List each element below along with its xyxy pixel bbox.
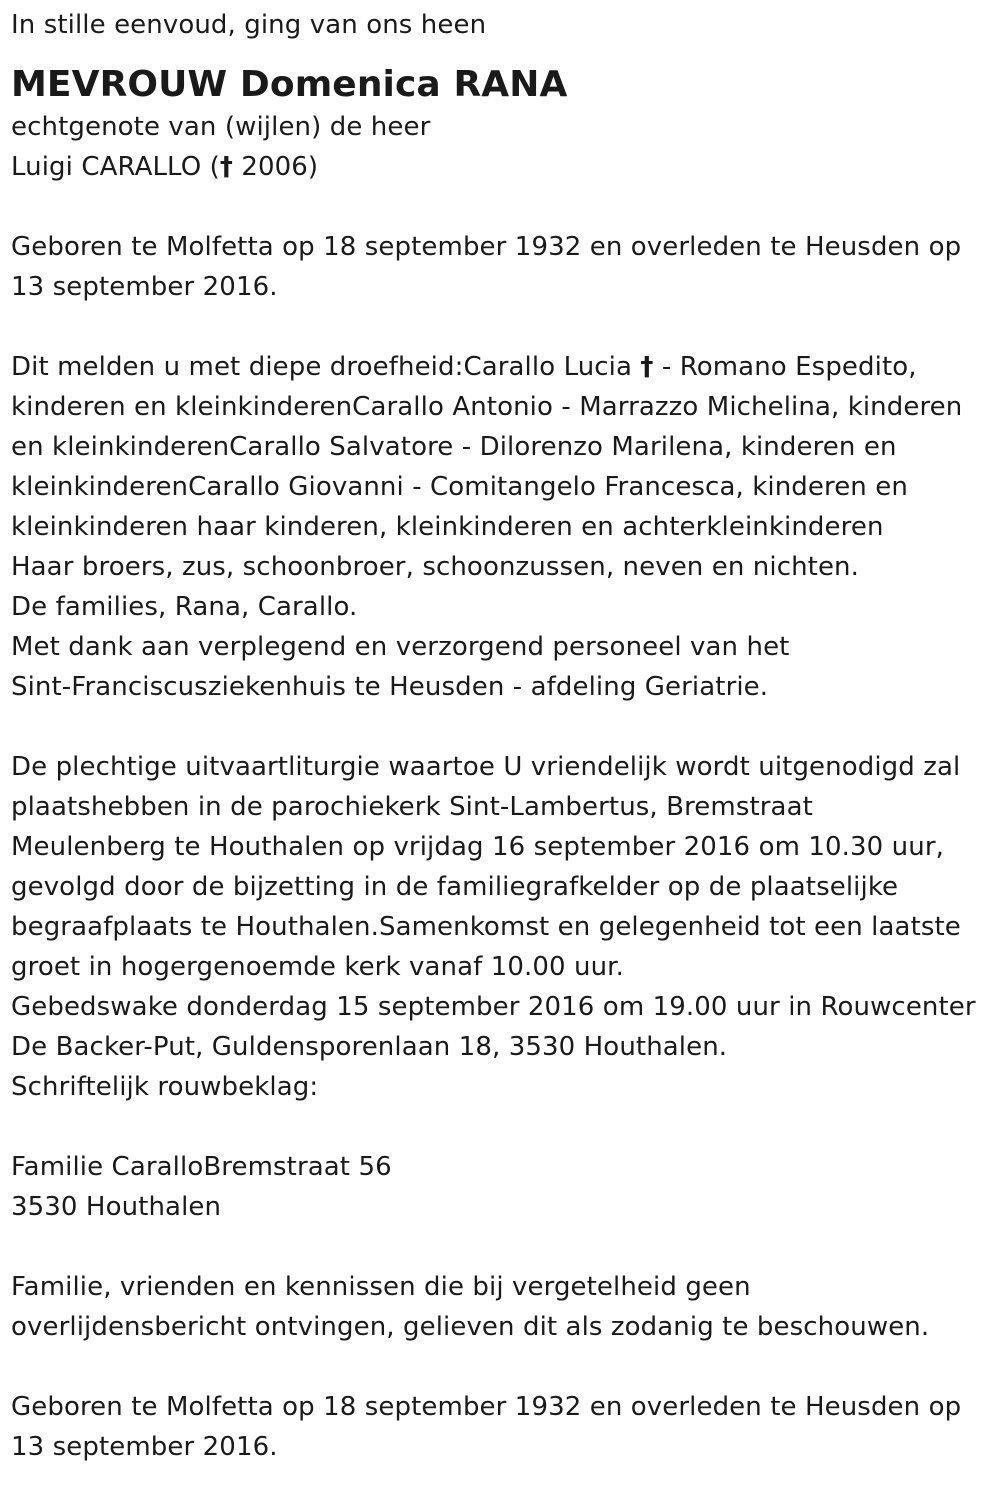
cross-icon: † [219,152,233,182]
spacer [11,707,986,747]
family-line: Haar broers, zus, schoonbroer, schoonzussen, neven en nichten. [11,552,860,582]
spacer [11,187,986,227]
family-line: kinderen en kleinkinderenCarallo Antonio - Marrazzo Michelina, kinderen [11,392,963,422]
spouse-name-line [11,147,986,187]
cross-icon: † [640,352,654,382]
thanks-line: Met dank aan verplegend en verzorgend personeel van het [11,632,790,662]
vigil-line: Gebedswake donderdag 15 september 2016 om 19.00 uur in Rouwcenter [11,992,976,1022]
spacer [11,1347,986,1387]
deceased-name: MEVROUW Domenica RANA [11,64,568,105]
condolence-heading: Schriftelijk rouwbeklag: [11,1072,319,1102]
family-line-text: Dit melden u met diepe droefheid:Carallo Lucia [11,352,641,382]
funeral-line: begraafplaats te Houthalen.Samenkomst en gelegenheid tot een laatste [11,912,961,942]
death-notice [11,5,986,1467]
birth-death-line: 13 september 2016. [11,1432,278,1462]
birth-death-line: Geboren te Molfetta op 18 september 1932 en overleden te Heusden op [11,232,962,262]
vigil-line: De Backer-Put, Guldensporenlaan 18, 3530 Houthalen. [11,1032,728,1062]
funeral-line: gevolgd door de bijzetting in de familiegrafkelder op de plaatselijke [11,872,899,902]
spacer [11,307,986,347]
family-line: kleinkinderen haar kinderen, kleinkinderen en achterkleinkinderen [11,512,884,542]
closing-line: overlijdensbericht ontvingen, gelieven dit als zodanig te beschouwen. [11,1312,930,1342]
spacer [11,1227,986,1267]
family-line-text: - Romano Espedito, [653,352,917,382]
funeral-line: groet in hogergenoemde kerk vanaf 10.00 uur. [11,952,624,982]
family-line: kleinkinderenCarallo Giovanni - Comitangelo Francesca, kinderen en [11,472,908,502]
spouse-line: echtgenote van (wijlen) de heer [11,112,431,142]
family-line: De families, Rana, Carallo. [11,592,358,622]
family-line: en kleinkinderenCarallo Salvatore - Dilorenzo Marilena, kinderen en [11,432,897,462]
funeral-line: plaatshebben in de parochiekerk Sint-Lambertus, Bremstraat [11,792,813,822]
address-line: 3530 Houthalen [11,1192,222,1222]
birth-death-line: Geboren te Molfetta op 18 september 1932 en overleden te Heusden op [11,1392,962,1422]
spacer [11,1107,986,1147]
closing-line: Familie, vrienden en kennissen die bij vergetelheid geen [11,1272,751,1302]
birth-death-line: 13 september 2016. [11,272,278,302]
thanks-line: Sint-Franciscusziekenhuis te Heusden - afdeling Geriatrie. [11,672,769,702]
funeral-line: De plechtige uitvaartliturgie waartoe U vriendelijk wordt uitgenodigd zal [11,752,961,782]
spouse-death-year: 2006) [233,152,319,182]
address-line: Familie CaralloBremstraat 56 [11,1152,392,1182]
funeral-line: Meulenberg te Houthalen op vrijdag 16 september 2016 om 10.30 uur, [11,832,944,862]
family-line [11,347,986,387]
spouse-name: Luigi CARALLO ( [11,152,220,182]
intro-line: In stille eenvoud, ging van ons heen [11,10,487,40]
